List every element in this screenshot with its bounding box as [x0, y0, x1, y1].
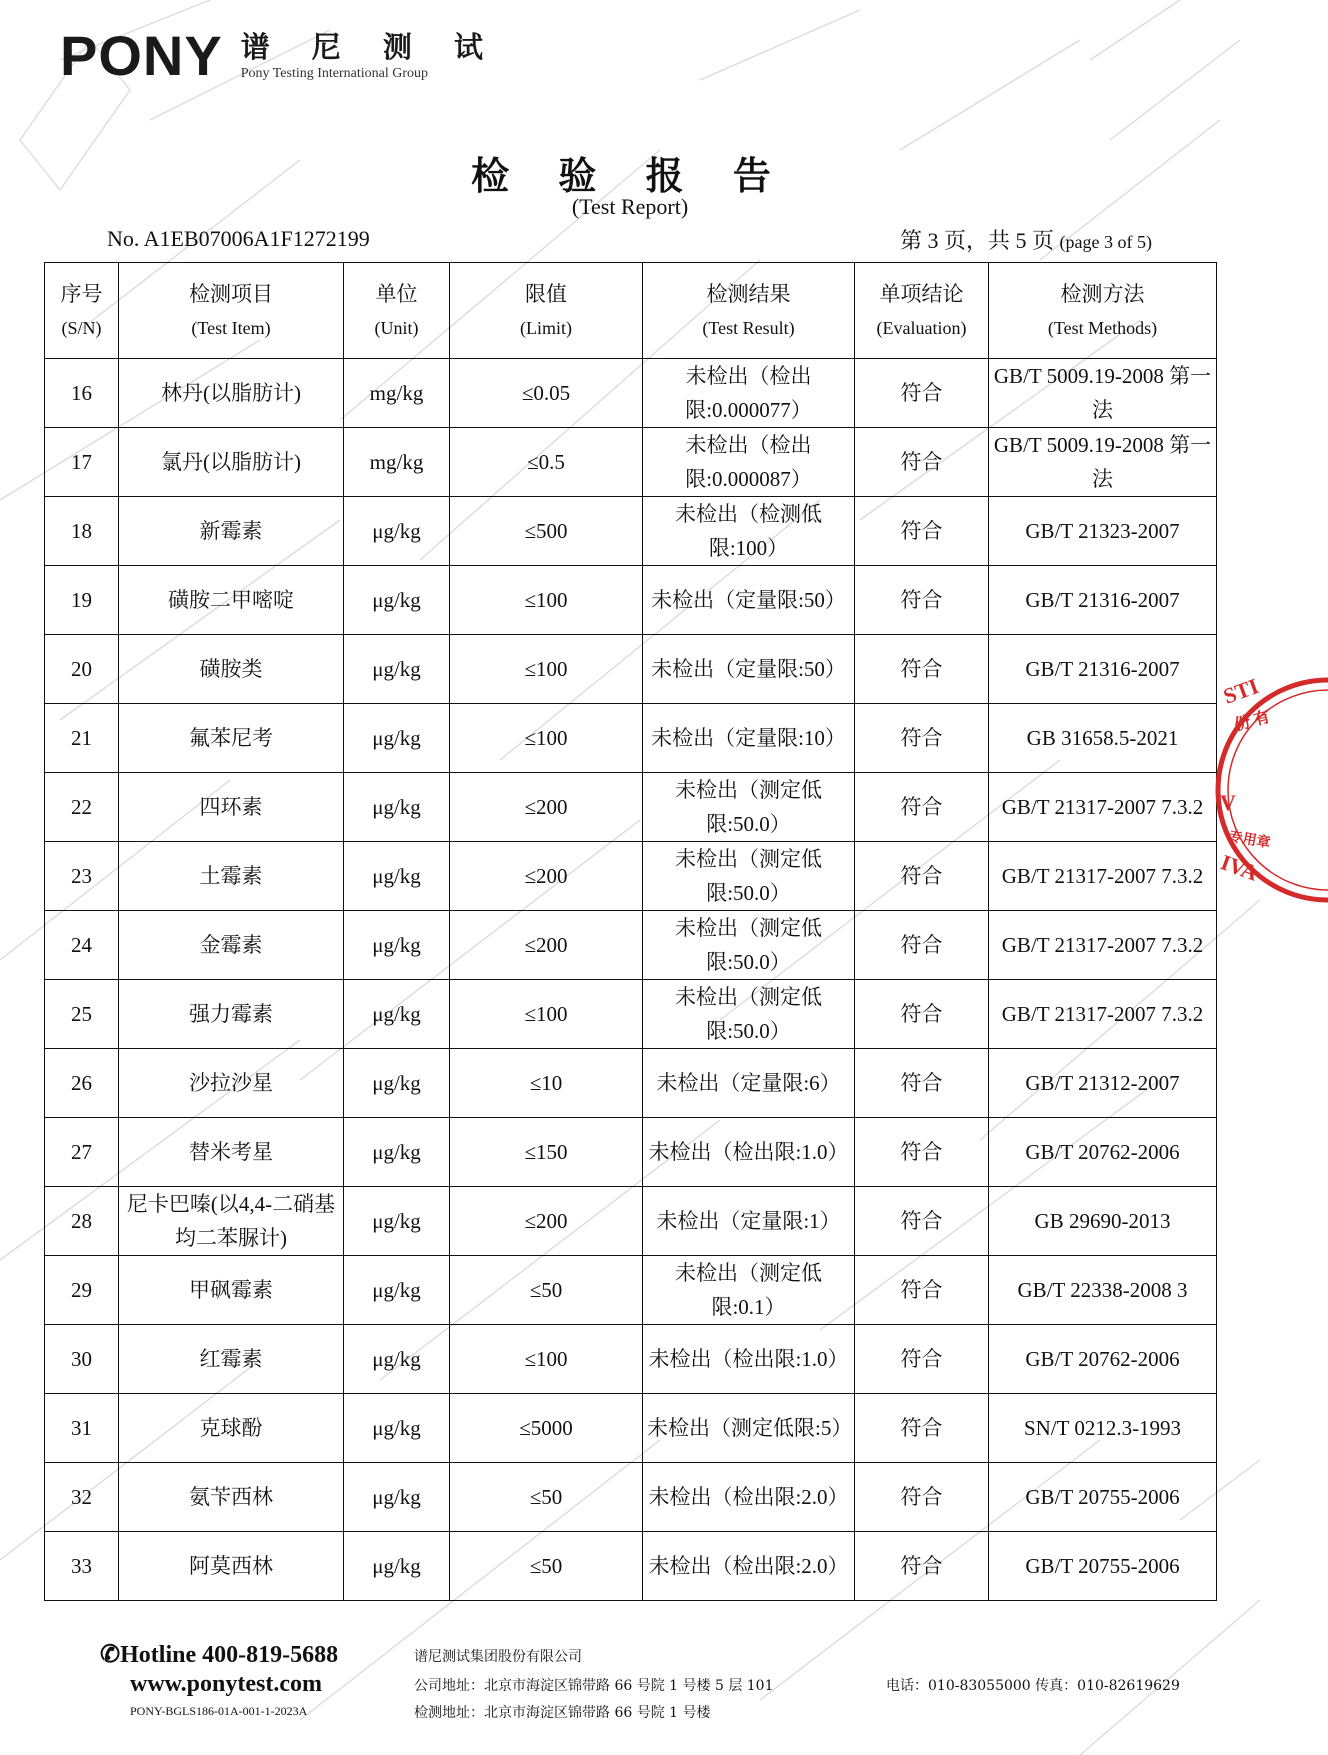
column-header-en: (Unit): [374, 317, 419, 338]
cell-limit: ≤0.5: [450, 428, 643, 497]
cell-evaluation: 符合: [855, 842, 989, 911]
cell-result: 未检出（检出限:2.0）: [643, 1463, 855, 1532]
cell-evaluation: 符合: [855, 1256, 989, 1325]
column-header-cn: 检测方法: [1060, 281, 1145, 306]
column-header: [45, 263, 119, 359]
cell-sn: 26: [45, 1049, 119, 1118]
table-row: [45, 911, 1217, 980]
cell-method: GB/T 20762-2006: [989, 1118, 1217, 1187]
cell-test-item: 新霉素: [119, 497, 344, 566]
cell-sn: 25: [45, 980, 119, 1049]
page-indicator-en: (page 3 of 5): [1059, 232, 1152, 252]
cell-evaluation: 符合: [855, 1532, 989, 1601]
column-header: [989, 263, 1217, 359]
column-header-cn: 检测项目: [189, 281, 273, 306]
svg-text:专用章: 专用章: [1227, 829, 1272, 852]
table-row: [45, 1325, 1217, 1394]
cell-test-item: 林丹(以脂肪计): [119, 359, 344, 428]
table-row: [45, 566, 1217, 635]
table-row: [45, 773, 1217, 842]
cell-test-item: 甲砜霉素: [119, 1256, 344, 1325]
cell-sn: 17: [45, 428, 119, 497]
cell-limit: ≤50: [450, 1463, 643, 1532]
cell-test-item: 红霉素: [119, 1325, 344, 1394]
cell-method: GB/T 21317-2007 7.3.2: [989, 773, 1217, 842]
logo-text: PONY: [60, 24, 223, 87]
cell-evaluation: 符合: [855, 1463, 989, 1532]
cell-method: GB/T 22338-2008 3: [989, 1256, 1217, 1325]
test-results-table: [44, 262, 1217, 1601]
cell-sn: 24: [45, 911, 119, 980]
svg-text:STI: STI: [1219, 673, 1262, 709]
cell-test-item: 氯丹(以脂肪计): [119, 428, 344, 497]
cell-unit: μg/kg: [344, 1049, 450, 1118]
cell-result: 未检出（检出限:2.0）: [643, 1532, 855, 1601]
cell-method: GB/T 21317-2007 7.3.2: [989, 980, 1217, 1049]
cell-unit: mg/kg: [344, 428, 450, 497]
table-row: [45, 1394, 1217, 1463]
company-name: 谱尼测试集团股份有限公司: [414, 1649, 582, 1665]
cell-sn: 19: [45, 566, 119, 635]
column-header-en: (Evaluation): [876, 317, 967, 338]
table-row: [45, 635, 1217, 704]
official-seal: [1218, 660, 1328, 920]
cell-limit: ≤100: [450, 1325, 643, 1394]
cell-unit: μg/kg: [344, 1532, 450, 1601]
column-header-en: (Test Item): [191, 317, 271, 338]
cell-result: 未检出（定量限:6）: [643, 1049, 855, 1118]
table-body: [45, 359, 1217, 1601]
cell-sn: 23: [45, 842, 119, 911]
cell-test-item: 尼卡巴嗪(以4,4-二硝基均二苯脲计): [119, 1187, 344, 1256]
column-header: [344, 263, 450, 359]
cell-evaluation: 符合: [855, 1187, 989, 1256]
cell-sn: 16: [45, 359, 119, 428]
lab-address: 检测地址：北京市海淀区锦带路 66 号院 1 号楼: [414, 1705, 711, 1721]
cell-unit: μg/kg: [344, 842, 450, 911]
cell-method: GB/T 5009.19-2008 第一法: [989, 359, 1217, 428]
cell-evaluation: 符合: [855, 911, 989, 980]
logo-english-name: Pony Testing International Group: [240, 66, 429, 81]
cell-test-item: 金霉素: [119, 911, 344, 980]
table-row: [45, 1187, 1217, 1256]
cell-result: 未检出（定量限:10）: [643, 704, 855, 773]
website-link[interactable]: www.ponytest.com: [130, 1671, 322, 1697]
cell-unit: μg/kg: [344, 497, 450, 566]
cell-limit: ≤500: [450, 497, 643, 566]
table-row: [45, 842, 1217, 911]
cell-method: GB/T 20755-2006: [989, 1532, 1217, 1601]
logo-wordmark: [60, 24, 223, 87]
table-row: [45, 428, 1217, 497]
cell-test-item: 克球酚: [119, 1394, 344, 1463]
column-header-cn: 单位: [375, 281, 418, 306]
cell-result: 未检出（测定低限:50.0）: [643, 980, 855, 1049]
cell-test-item: 氨苄西林: [119, 1463, 344, 1532]
cell-evaluation: 符合: [855, 359, 989, 428]
cell-test-item: 四环素: [119, 773, 344, 842]
cell-method: GB/T 21317-2007 7.3.2: [989, 842, 1217, 911]
table-row: [45, 1118, 1217, 1187]
cell-evaluation: 符合: [855, 1325, 989, 1394]
cell-sn: 32: [45, 1463, 119, 1532]
cell-test-item: 阿莫西林: [119, 1532, 344, 1601]
cell-method: GB 31658.5-2021: [989, 704, 1217, 773]
column-header: [855, 263, 989, 359]
cell-unit: μg/kg: [344, 1325, 450, 1394]
cell-limit: ≤200: [450, 773, 643, 842]
table-row: [45, 359, 1217, 428]
cell-result: 未检出（测定低限:50.0）: [643, 842, 855, 911]
cell-result: 未检出（检测低限:100）: [643, 497, 855, 566]
cell-unit: μg/kg: [344, 1118, 450, 1187]
column-header-cn: 序号: [60, 281, 103, 306]
column-header: [643, 263, 855, 359]
logo-chinese-name: 谱 尼 测 试: [240, 30, 499, 64]
cell-test-item: 磺胺类: [119, 635, 344, 704]
cell-method: GB/T 5009.19-2008 第一法: [989, 428, 1217, 497]
contact-phone: 电话：010-83055000 传真：010-82619629: [886, 1678, 1180, 1694]
cell-evaluation: 符合: [855, 773, 989, 842]
cell-limit: ≤150: [450, 1118, 643, 1187]
cell-sn: 28: [45, 1187, 119, 1256]
cell-unit: μg/kg: [344, 1256, 450, 1325]
column-header-cn: 检测结果: [706, 281, 791, 306]
cell-test-item: 土霉素: [119, 842, 344, 911]
cell-method: GB/T 21316-2007: [989, 635, 1217, 704]
cell-method: GB/T 21317-2007 7.3.2: [989, 911, 1217, 980]
table-header-row: [45, 263, 1217, 359]
cell-evaluation: 符合: [855, 1049, 989, 1118]
table-row: [45, 1463, 1217, 1532]
cell-limit: ≤50: [450, 1256, 643, 1325]
cell-limit: ≤100: [450, 566, 643, 635]
cell-sn: 29: [45, 1256, 119, 1325]
document-id: PONY-BGLS186-01A-001-1-2023A: [130, 1704, 308, 1718]
cell-result: 未检出（测定低限:5）: [643, 1394, 855, 1463]
table-row: [45, 704, 1217, 773]
cell-limit: ≤200: [450, 1187, 643, 1256]
cell-limit: ≤100: [450, 704, 643, 773]
cell-method: GB/T 21316-2007: [989, 566, 1217, 635]
cell-sn: 33: [45, 1532, 119, 1601]
cell-unit: μg/kg: [344, 1394, 450, 1463]
cell-limit: ≤200: [450, 842, 643, 911]
logo-caption: [241, 30, 499, 82]
cell-unit: μg/kg: [344, 911, 450, 980]
cell-sn: 30: [45, 1325, 119, 1394]
cell-sn: 21: [45, 704, 119, 773]
column-header-cn: 限值: [525, 281, 567, 306]
cell-sn: 18: [45, 497, 119, 566]
cell-evaluation: 符合: [855, 1394, 989, 1463]
cell-result: 未检出（定量限:50）: [643, 566, 855, 635]
cell-result: 未检出（测定低限:50.0）: [643, 911, 855, 980]
cell-limit: ≤0.05: [450, 359, 643, 428]
table-row: [45, 1256, 1217, 1325]
cell-unit: μg/kg: [344, 1187, 450, 1256]
cell-method: GB/T 20755-2006: [989, 1463, 1217, 1532]
cell-result: 未检出（检出限:1.0）: [643, 1325, 855, 1394]
company-logo: [60, 24, 499, 87]
cell-test-item: 强力霉素: [119, 980, 344, 1049]
column-header-en: (S/N): [61, 317, 102, 338]
cell-limit: ≤100: [450, 635, 643, 704]
cell-unit: μg/kg: [344, 704, 450, 773]
column-header-en: (Test Methods): [1047, 317, 1158, 338]
cell-method: GB/T 21323-2007: [989, 497, 1217, 566]
cell-result: 未检出（测定低限:0.1）: [643, 1256, 855, 1325]
cell-method: GB/T 20762-2006: [989, 1325, 1217, 1394]
cell-sn: 20: [45, 635, 119, 704]
table-row: [45, 1532, 1217, 1601]
company-address: 公司地址：北京市海淀区锦带路 66 号院 1 号楼 5 层 101: [414, 1678, 774, 1694]
cell-method: SN/T 0212.3-1993: [989, 1394, 1217, 1463]
svg-text:IVA: IVA: [1217, 849, 1262, 886]
svg-text:份 有: 份 有: [1232, 708, 1272, 735]
svg-text:V: V: [1220, 790, 1236, 815]
cell-method: GB 29690-2013: [989, 1187, 1217, 1256]
column-header-cn: 单项结论: [879, 281, 964, 306]
report-title: 检 验 报 告: [471, 153, 789, 198]
cell-evaluation: 符合: [855, 635, 989, 704]
cell-test-item: 替米考星: [119, 1118, 344, 1187]
cell-unit: μg/kg: [344, 980, 450, 1049]
report-number: No. A1EB07006A1F1272199: [107, 226, 370, 251]
hotline: ✆Hotline 400-819-5688: [100, 1642, 339, 1668]
column-header: [119, 263, 344, 359]
cell-limit: ≤50: [450, 1532, 643, 1601]
cell-result: 未检出（检出限:0.000077）: [643, 359, 855, 428]
table-row: [45, 1049, 1217, 1118]
column-header: [450, 263, 643, 359]
cell-result: 未检出（检出限:1.0）: [643, 1118, 855, 1187]
cell-result: 未检出（测定低限:50.0）: [643, 773, 855, 842]
cell-test-item: 氟苯尼考: [119, 704, 344, 773]
cell-limit: ≤200: [450, 911, 643, 980]
table-row: [45, 497, 1217, 566]
table-row: [45, 980, 1217, 1049]
cell-sn: 31: [45, 1394, 119, 1463]
cell-evaluation: 符合: [855, 704, 989, 773]
cell-limit: ≤100: [450, 980, 643, 1049]
cell-method: GB/T 21312-2007: [989, 1049, 1217, 1118]
cell-evaluation: 符合: [855, 1118, 989, 1187]
column-header-en: (Limit): [520, 317, 572, 338]
cell-evaluation: 符合: [855, 497, 989, 566]
cell-result: 未检出（定量限:1）: [643, 1187, 855, 1256]
cell-unit: μg/kg: [344, 566, 450, 635]
cell-test-item: 磺胺二甲嘧啶: [119, 566, 344, 635]
cell-unit: mg/kg: [344, 359, 450, 428]
cell-evaluation: 符合: [855, 566, 989, 635]
cell-sn: 27: [45, 1118, 119, 1187]
cell-evaluation: 符合: [855, 980, 989, 1049]
cell-limit: ≤10: [450, 1049, 643, 1118]
page-indicator: [900, 224, 1152, 255]
cell-test-item: 沙拉沙星: [119, 1049, 344, 1118]
cell-result: 未检出（检出限:0.000087）: [643, 428, 855, 497]
cell-unit: μg/kg: [344, 1463, 450, 1532]
column-header-en: (Test Result): [702, 317, 795, 338]
page-indicator-cn: 第 3 页，共 5 页: [900, 228, 1055, 253]
report-subtitle: (Test Report): [571, 194, 689, 219]
cell-sn: 22: [45, 773, 119, 842]
cell-evaluation: 符合: [855, 428, 989, 497]
cell-unit: μg/kg: [344, 635, 450, 704]
cell-result: 未检出（定量限:50）: [643, 635, 855, 704]
cell-limit: ≤5000: [450, 1394, 643, 1463]
cell-unit: μg/kg: [344, 773, 450, 842]
